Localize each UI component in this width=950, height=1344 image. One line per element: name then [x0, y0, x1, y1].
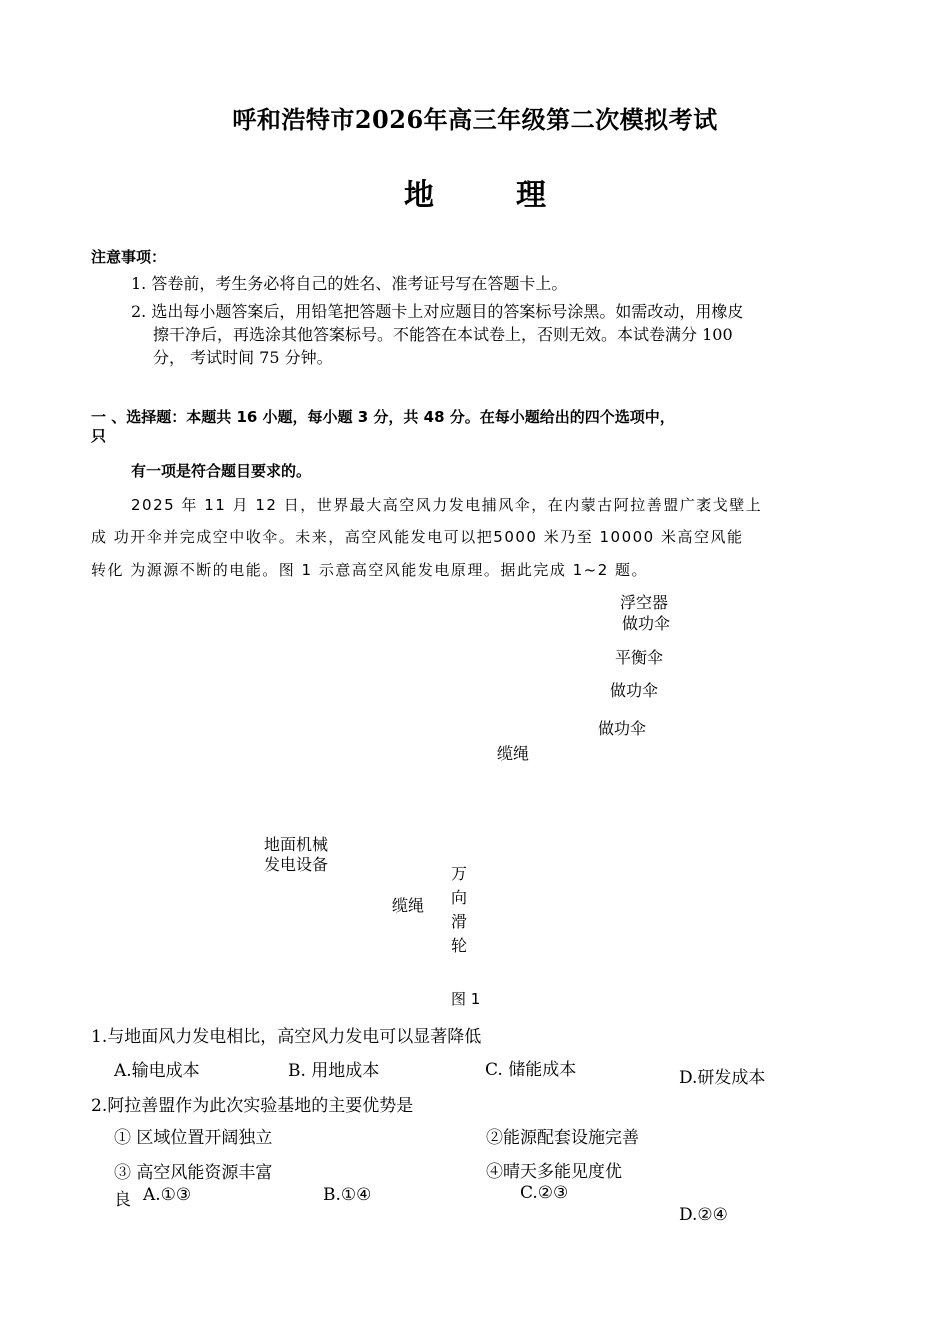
section-heading-line-2: 只: [91, 427, 107, 445]
notes-heading: 注意事项：: [91, 248, 167, 266]
label-work-parachute-1: 做功伞: [622, 614, 671, 633]
figure-caption: 图 1: [451, 990, 481, 1008]
label-cable-lower: 缆绳: [392, 896, 425, 915]
section-heading-line-3: 有一项是符合题目要求的。: [131, 462, 312, 480]
exam-title: 呼和浩特市2026年高三年级第二次模拟考试: [232, 105, 718, 134]
section-heading-line-1: 一 、选择题：本题共 16 小题，每小题 3 分，共 48 分。在每小题给出的四个选项中，: [91, 408, 675, 426]
question-2-option-a: A.①③: [143, 1185, 192, 1205]
notes-item-2-line-3: 分， 考试时间 75 分钟。: [153, 348, 333, 367]
question-2-statement-4: ④晴天多能见度优: [486, 1162, 622, 1182]
label-universal-pulley: 万向滑轮: [451, 864, 468, 955]
passage-line-3: 转化 为源源不断的电能。图 1 示意高空风能发电原理。据此完成 1~2 题。: [91, 561, 649, 579]
label-ground-generator: 地面机械 发电设备: [264, 835, 329, 874]
label-cable-upper: 缆绳: [497, 744, 530, 763]
label-work-parachute-3: 做功伞: [598, 719, 647, 738]
passage-line-2: 成 功开伞并完成空中收伞。未来，高空风能发电可以把5000 米乃至 10000 米高空风能: [91, 528, 744, 546]
subject-title: 地 理: [404, 178, 572, 213]
question-2-statement-4-cont: 良: [114, 1190, 131, 1210]
question-2-statement-1: ① 区域位置开阔独立: [114, 1128, 273, 1148]
question-2-statement-2: ②能源配套设施完善: [486, 1128, 639, 1148]
question-1-option-a: A.输电成本: [114, 1061, 200, 1081]
question-1-option-d: D.研发成本: [679, 1068, 766, 1088]
question-1-option-b: B. 用地成本: [288, 1061, 380, 1081]
question-2-option-c: C.②③: [520, 1183, 569, 1203]
question-2-option-b: B.①④: [323, 1185, 372, 1205]
question-2-stem: 2.阿拉善盟作为此次实验基地的主要优势是: [91, 1096, 414, 1116]
question-1-stem: 1.与地面风力发电相比，高空风力发电可以显著降低: [91, 1027, 482, 1047]
passage-line-1: 2025 年 11 月 12 日，世界最大高空风力发电捕风伞，在内蒙古阿拉善盟广袤戈壁上: [131, 496, 763, 514]
label-work-parachute-2: 做功伞: [610, 681, 659, 700]
question-1-option-c: C. 储能成本: [485, 1060, 577, 1080]
label-float-balloon: 浮空器: [620, 593, 669, 612]
question-2-option-d: D.②④: [679, 1205, 728, 1225]
notes-item-2-line-2: 擦干净后，再选涂其他答案标号。不能答在本试卷上，否则无效。本试卷满分 100: [153, 325, 733, 344]
notes-item-2-line-1: 2. 选出每小题答案后，用铅笔把答题卡上对应题目的答案标号涂黑。如需改动，用橡皮: [131, 302, 744, 321]
label-balance-parachute: 平衡伞: [615, 648, 664, 667]
question-2-statement-3: ③ 高空风能资源丰富: [114, 1163, 273, 1183]
notes-item-1: 1. 答卷前，考生务必将自己的姓名、准考证号写在答题卡上。: [131, 274, 568, 293]
